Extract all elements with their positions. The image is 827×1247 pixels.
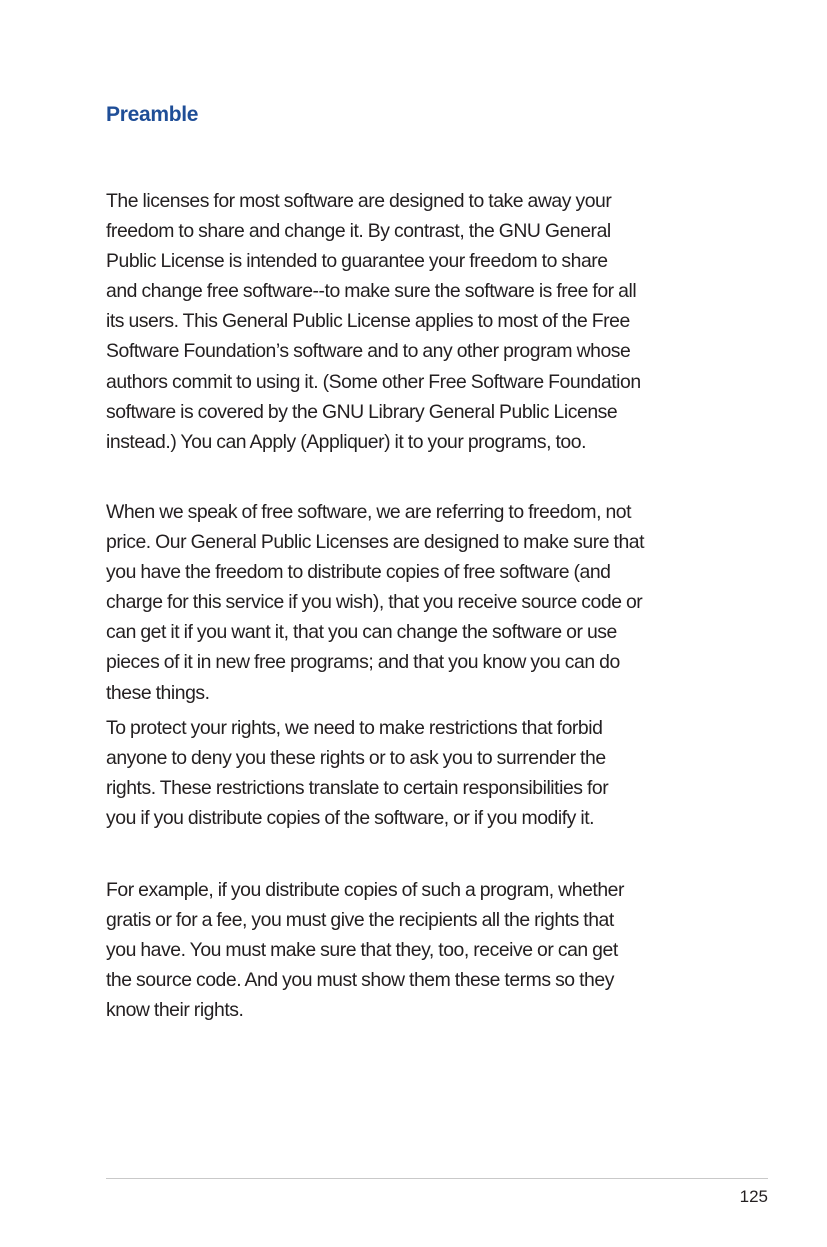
text-line: Software Foundation’s software and to any other program whose: [106, 340, 631, 363]
text-line: pieces of it in new free programs; and that you know you can do: [106, 651, 620, 674]
text-line: software is covered by the GNU Library General Public License: [106, 400, 618, 423]
text-line: you have the freedom to distribute copies of free software (and: [106, 561, 611, 584]
text-line: you have. You must make sure that they, too, receive or can get: [106, 939, 618, 962]
paragraph-licenses: [106, 186, 746, 457]
paragraph-free-software: [106, 497, 746, 708]
text-line: and change free software--to make sure the software is free for all: [106, 280, 637, 303]
text-line: For example, if you distribute copies of such a program, whether: [106, 879, 625, 901]
text-line: you if you distribute copies of the software, or if you modify it.: [106, 807, 595, 830]
text-line: Public License is intended to guarantee your freedom to share: [106, 250, 608, 273]
text-line: authors commit to using it. (Some other Free Software Foundation: [106, 370, 641, 393]
text-line: can get it if you want it, that you can change the software or use: [106, 621, 617, 644]
text-line: instead.) You can Apply (Appliquer) it to your programs, too.: [106, 430, 587, 453]
section-heading: Preamble: [106, 103, 199, 126]
text-line: gratis or for a fee, you must give the recipients all the rights that: [106, 909, 614, 932]
text-line: its users. This General Public License applies to most of the Free: [106, 310, 630, 333]
text-line: these things.: [106, 681, 210, 704]
text-line: When we speak of free software, we are referring to freedom, not: [106, 501, 632, 523]
text-line: price. Our General Public Licenses are designed to make sure that: [106, 531, 645, 554]
text-line: To protect your rights, we need to make restrictions that forbid: [106, 717, 603, 739]
text-line: rights. These restrictions translate to certain responsibilities for: [106, 777, 609, 800]
text-line: freedom to share and change it. By contrast, the GNU General: [106, 220, 611, 243]
paragraph-example: [106, 875, 746, 1025]
text-line: the source code. And you must show them these terms so they: [106, 969, 614, 992]
text-line: know their rights.: [106, 999, 244, 1022]
text-line: The licenses for most software are designed to take away your: [106, 190, 612, 212]
page-number: 125: [739, 1187, 768, 1206]
text-line: anyone to deny you these rights or to ask you to surrender the: [106, 747, 606, 770]
paragraph-protect-rights: [106, 713, 746, 833]
footer-divider: [106, 1178, 768, 1179]
text-line: charge for this service if you wish), that you receive source code or: [106, 591, 643, 614]
